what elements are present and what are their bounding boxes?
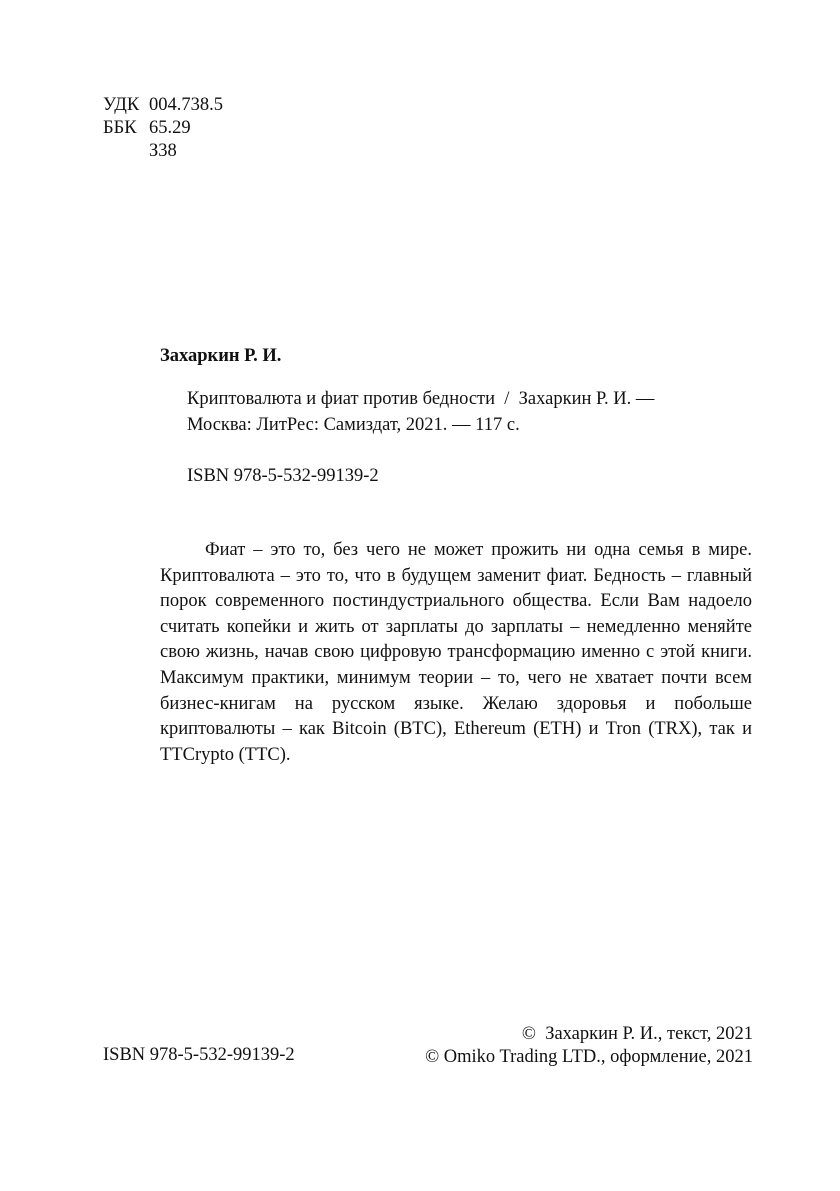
bbk-label: ББК [103,118,137,138]
author-mark: З38 [149,141,177,161]
footer-isbn: ISBN 978-5-532-99139-2 [103,1045,295,1065]
bbk-value: 65.29 [149,118,191,138]
copyright-block [425,1023,753,1068]
author-heading: Захаркин Р. И. [160,346,282,366]
isbn: ISBN 978-5-532-99139-2 [187,466,379,486]
udk-label: УДК [103,95,140,115]
udk-row [103,94,223,117]
citation-line-1: Криптовалюта и фиат против бедности / Захаркин Р. И. — [187,389,655,409]
abstract: Фиат – это то, без чего не может прожить ни одна семья в мире. Криптовалюта – это то, что в будущем заменит фиат. Бедность – главный порок современного постиндустриального общества. Если Вам надоело считать копейки и жить от зарплаты до зарплаты – немедленно меняйте свою жизнь, начав свою цифровую трансформацию именно с этой книги. Максимум практики, минимум теории – то, чего не хватает почти всем бизнес-книгам на русском языке. Желаю здоровья и побольше криптовалюты – как Bitcoin (BTC), Ethereum (ETH) и Tron (TRX), так и TTCrypto (TTC). [160,540,752,765]
citation-line-2: Москва: ЛитРес: Самиздат, 2021. — 117 с. [187,415,520,435]
classification-codes [103,94,223,163]
author-mark-row [103,140,223,163]
bbk-row [103,117,223,140]
copyright-text: © Захаркин Р. И., текст, 2021 [521,1024,753,1044]
copyright-design: © Omiko Trading LTD., оформление, 2021 [425,1046,753,1067]
bibliographic-citation [187,386,654,438]
udk-value: 004.738.5 [149,95,223,115]
